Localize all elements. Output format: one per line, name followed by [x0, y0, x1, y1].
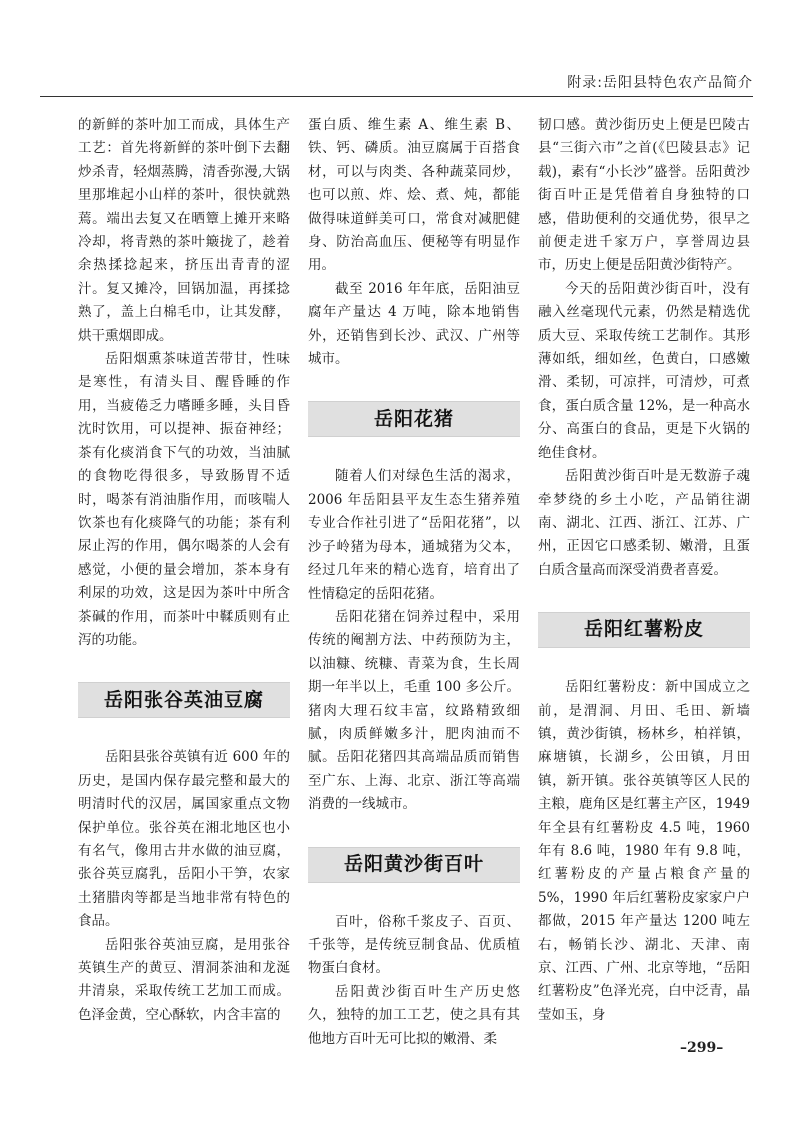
page-number: –299–: [680, 1040, 724, 1056]
header-title: 附录:岳阳县特色农产品简介: [567, 75, 753, 91]
section-heading-huazhu: 岳阳花猪: [308, 401, 520, 437]
paragraph: 岳阳花猪在饲养过程中，采用传统的阉割方法、中药预防为主，以油糠、统糠、青菜为食，生长周期一年半以上，毛重 100 多公斤。猪肉大理石纹丰富，纹路精致细腻，肉质鲜嫩多汁，肥肉油而不腻。岳阳花猪四其高端品质而销售至广东、上海、北京、浙江等高端消费的一线城市。: [308, 608, 520, 813]
paragraph: 岳阳烟熏茶味道苦带甘，性味是寒性，有清头目、醒昏睡的作用，当疲倦乏力嗜睡多睡，头目昏沈时饮用，可以提神、振奋神经；茶有化痰消食下气的功效，当油腻的食物吃得很多，导致肠胃不适时，喝茶有消油脂作用，而咳喘人饮茶也有化痰降气的功能；茶有利尿止泻的作用，偶尔喝茶的人会有感觉，小便的量会增加，茶本身有利尿的功效，这是因为茶叶中所含茶碱的作用，而茶叶中鞣质则有止泻的功能。: [78, 351, 290, 648]
paragraph: 今天的岳阳黄沙街百叶，没有融入丝毫现代元素，仍然是精选优质大豆、采取传统工艺制作。其形薄如纸，细如丝，色黄白，口感嫩滑、柔韧，可凉拌，可清炒，可煮食，蛋白质含量 12%，是一种高水分、高蛋白的食品，更是下火锅的绝佳食材。: [538, 280, 750, 461]
section-heading-fenpi: 岳阳红薯粉皮: [538, 612, 750, 648]
column-1: [78, 114, 290, 1027]
paragraph: 岳阳红薯粉皮：新中国成立之前，是渭洞、月田、毛田、新墙镇，黄沙街镇，杨林乡，柏祥镇，麻塘镇，长湖乡，公田镇，月田镇，新开镇。张谷英镇等区人民的主粮，鹿角区是红薯主产区，1949 年全县有红薯粉皮 4.5 吨，1960 年有 8.6 吨，1980 年有 9.8 吨，红薯粉皮的产量占粮食产量的 5%，1990 年后红薯粉皮家家户户都做，2015 年产量达 1200 吨左右，畅销长沙、湖北、天津、南京、江西、广州、北京等地，“岳阳红薯粉皮”色泽光亮，白中泛青，晶莹如玉，身: [538, 679, 750, 1023]
paragraph: 岳阳县张谷英镇有近 600 年的历史，是国内保存最完整和最大的明清时代的汉居，属国家重点文物保护单位。张谷英在湘北地区也小有名气，像用古井水做的油豆腐，张谷英豆腐乳，岳阳小干笋，农家土猪腊肉等都是当地非常有特色的食品。: [78, 749, 290, 930]
section-heading-baiye: 岳阳黄沙街百叶: [308, 847, 520, 883]
paragraph: 韧口感。黄沙街历史上便是巴陵古县“三街六市”之首(《巴陵县志》记载)，素有“小长沙”盛誉。岳阳黄沙街百叶正是凭借着自身独特的口感，借助便利的交通优势，很早之前便走进千家万户，享誉周边县市，历史上便是岳阳黄沙街特产。: [538, 117, 750, 274]
paragraph: 蛋白质、维生素 A、维生素 B、铁、钙、磷质。油豆腐属于百搭食材，可以与肉类、各种蔬菜同炒，也可以煎、炸、烩、煮、炖，都能做得味道鲜美可口，常食对减肥健身、防治高血压、便秘等有明显作用。: [308, 117, 520, 274]
paragraph: 岳阳张谷英油豆腐，是用张谷英镇生产的黄豆、渭洞茶油和龙涎井清泉，采取传统工艺加工而成。色泽金黄，空心酥软，内含丰富的: [78, 936, 290, 1023]
paragraph: 随着人们对绿色生活的渴求，2006 年岳阳县平友生态生猪养殖专业合作社引进了“岳阳花猪”，以沙子岭猪为母本，通城猪为父本，经过几年来的精心选育，培育出了性情稳定的岳阳花猪。: [308, 468, 520, 602]
column-3: [538, 114, 750, 1027]
paragraph: 百叶，俗称千浆皮子、百页、千张等，是传统豆制食品、优质植物蛋白食材。: [308, 913, 520, 977]
paragraph: 的新鲜的茶叶加工而成，具体生产工艺：首先将新鲜的茶叶倒下去翻炒杀青，轻烟蒸腾，清香弥漫,大锅里那堆起小山样的茶叶，很快就熟蔫。端出去复又在晒簟上摊开来略冷却，将青熟的茶叶簸拢了，趁着余热揉捻起来，挤压出青青的涩汁。复又摊冷，回锅加温，再揉捻熟了，盖上白棉毛巾，让其发酵，烘干熏烟即成。: [78, 117, 290, 344]
paragraph: 岳阳黄沙街百叶生产历史悠久，独特的加工工艺，使之具有其他地方百叶无可比拟的嫩滑、柔: [308, 983, 520, 1047]
running-header: [40, 66, 753, 97]
column-2: [308, 114, 520, 1051]
paragraph: 岳阳黄沙街百叶是无数游子魂牵梦绕的乡土小吃，产品销往湖南、湖北、江西、浙江、江苏、广州，正因它口感柔韧、嫩滑，且蛋白质含量高而深受消费者喜爱。: [538, 468, 750, 578]
paragraph: 截至 2016 年年底，岳阳油豆腐年产量达 4 万吨，除本地销售外，还销售到长沙、武汉、广州等城市。: [308, 280, 520, 368]
section-heading-youdoufu: 岳阳张谷英油豆腐: [78, 682, 290, 718]
